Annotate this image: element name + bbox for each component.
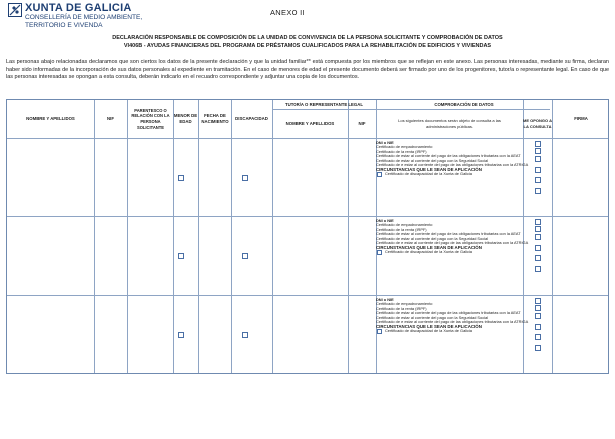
check-atriga: Certificado de e estar al corriente del pago de las obligaciones tributarias con la ATRIGA — [376, 240, 529, 246]
oppose-census-checkbox[interactable] — [535, 226, 541, 232]
members-table — [6, 99, 609, 374]
header-guardian: TUTOR/A O REPRESENTANTE LEGAL — [285, 101, 363, 107]
xunta-logo — [8, 2, 158, 34]
department-name: CONSELLERÍA DE MEDIO AMBIENTE, TERRITORIO E VIVENDA — [25, 14, 143, 29]
oppose-atriga-checkbox[interactable] — [535, 266, 541, 272]
circumstances-heading: CIRCUNSTANCIAS QUE LE SEAN DE APLICACIÓN — [376, 167, 482, 173]
check-census: Certificado de empadronamiento — [376, 301, 433, 307]
header-guardian-name: NOMBRE Y APELLIDOS — [285, 120, 335, 126]
check-census: Certificado de empadronamiento — [376, 222, 433, 228]
oppose-dni-checkbox[interactable] — [535, 141, 541, 147]
check-dni: DNI o NIE — [376, 140, 394, 145]
oppose-dni-checkbox[interactable] — [535, 219, 541, 225]
oppose-atriga-checkbox[interactable] — [535, 188, 541, 194]
check-aeat: Certificado de estar al corriente del pago de las obligaciones tributarias con la AEAT — [376, 231, 521, 237]
brand-name: XUNTA DE GALICIA — [25, 2, 132, 14]
xunta-emblem-icon — [8, 3, 22, 17]
minor-checkbox[interactable] — [178, 253, 184, 259]
oppose-dni-checkbox[interactable] — [535, 298, 541, 304]
oppose-census-checkbox[interactable] — [535, 148, 541, 154]
minor-checkbox[interactable] — [178, 332, 184, 338]
disability-checkbox[interactable] — [242, 253, 248, 259]
oppose-aeat-checkbox[interactable] — [535, 245, 541, 251]
annex-label: ANEXO II — [270, 8, 305, 17]
check-social-security: Certificado de estar al corriente del pago con la Seguridad Social — [376, 314, 489, 320]
check-atriga: Certificado de e estar al corriente del pago de las obligaciones tributarias con la ATRIGA — [376, 162, 529, 168]
disability-certificate-option[interactable]: Certificado de discapacidad de la Xunta de Galicia — [376, 329, 548, 333]
check-census: Certificado de empadronamiento — [376, 144, 433, 150]
oppose-social-security-checkbox[interactable] — [535, 255, 541, 261]
disability-checkbox[interactable] — [242, 175, 248, 181]
circumstances-heading: CIRCUNSTANCIAS QUE LE SEAN DE APLICACIÓN — [376, 324, 482, 330]
intro-paragraph: Las personas abajo relacionadas declaramos que son ciertos los datos de la presente declaración y que la unidad familiar** está compuesta por los miembros que se reflejan en este anexo. Las personas interesadas, mediante su firma, declaran haber sido informadas de la incorporación de sus datos personales al expediente en tramitación. En el caso de menores de edad el presente documento deberá ser firmado por uno de los progenitores, tutor/a o representante legal. En caso de que las personas interesadas se opongan a esta consulta, deberán indicarlo en el recuadro correspondiente y adjuntar una copia de los documentos. — [6, 59, 609, 80]
oppose-aeat-checkbox[interactable] — [535, 167, 541, 173]
check-atriga: Certificado de e estar al corriente del pago de las obligaciones tributarias con la ATRIGA — [376, 319, 529, 325]
header-nif: NIF — [107, 116, 114, 122]
check-social-security: Certificado de estar al corriente del pago con la Seguridad Social — [376, 235, 489, 241]
disability-certificate-option[interactable]: Certificado de discapacidad de la Xunta de Galicia — [376, 250, 548, 254]
check-social-security: Certificado de estar al corriente del pago con la Seguridad Social — [376, 157, 489, 163]
oppose-irpf-checkbox[interactable] — [535, 234, 541, 240]
oppose-irpf-checkbox[interactable] — [535, 313, 541, 319]
oppose-aeat-checkbox[interactable] — [535, 324, 541, 330]
header-birth-date: FECHA DE NACIMIENTO — [201, 113, 229, 124]
oppose-irpf-checkbox[interactable] — [535, 156, 541, 162]
verification-list — [376, 298, 548, 334]
disability-certificate-option[interactable]: Certificado de discapacidad de la Xunta de Galicia — [376, 172, 548, 176]
disability-cert-checkbox[interactable] — [377, 172, 382, 177]
check-irpf: Certificado de la renta (IRPF) — [376, 226, 427, 232]
check-irpf: Certificado de la renta (IRPF) — [376, 305, 427, 311]
header-verification: COMPROBACIÓN DE DATOS — [434, 101, 494, 107]
header-oppose: ME OPONGO A LA CONSULTA — [523, 117, 552, 129]
disability-cert-checkbox[interactable] — [377, 329, 382, 334]
oppose-social-security-checkbox[interactable] — [535, 334, 541, 340]
check-dni: DNI o NIE — [376, 297, 394, 302]
check-aeat: Certificado de estar al corriente del pago de las obligaciones tributarias con la AEAT — [376, 310, 521, 316]
check-aeat: Certificado de estar al corriente del pago de las obligaciones tributarias con la AEAT — [376, 153, 521, 159]
check-dni: DNI o NIE — [376, 218, 394, 223]
header-guardian-nif: NIF — [358, 120, 366, 126]
disability-cert-checkbox[interactable] — [377, 250, 382, 255]
oppose-atriga-checkbox[interactable] — [535, 345, 541, 351]
verification-list — [376, 219, 548, 255]
oppose-census-checkbox[interactable] — [535, 305, 541, 311]
header-relation: PARENTESCO O RELACIÓN CON LA PERSONA SOLICITANTE — [131, 107, 170, 130]
header-minor: MENOR DE EDAD — [173, 113, 198, 124]
check-irpf: Certificado de la renta (IRPF) — [376, 148, 427, 154]
circumstances-heading: CIRCUNSTANCIAS QUE LE SEAN DE APLICACIÓN — [376, 245, 482, 251]
header-disability: DISCAPACIDAD — [235, 116, 268, 122]
header-verification-note: Los siguientes documentos serán objeto de consulta a las administraciones públicas. — [398, 117, 501, 129]
header-name: NOMBRE Y APELLIDOS — [26, 116, 75, 122]
oppose-social-security-checkbox[interactable] — [535, 177, 541, 183]
disability-checkbox[interactable] — [242, 332, 248, 338]
minor-checkbox[interactable] — [178, 175, 184, 181]
header-signature: FIRMA — [574, 116, 588, 122]
verification-list — [376, 141, 548, 177]
document-title: DECLARACIÓN RESPONSABLE DE COMPOSICIÓN DE LA UNIDAD DE CONVIVENCIA DE LA PERSONA SOLICITANTE Y COMPROBACIÓN DE DATOS VI406B - AYUDAS FINANCIERAS DEL PROGRAMA DE PRÉSTAMOS CUALIFICADOS PARA LA REHABILITACIÓN DE EDIFICIOS Y VIVIENDAS — [112, 35, 503, 49]
